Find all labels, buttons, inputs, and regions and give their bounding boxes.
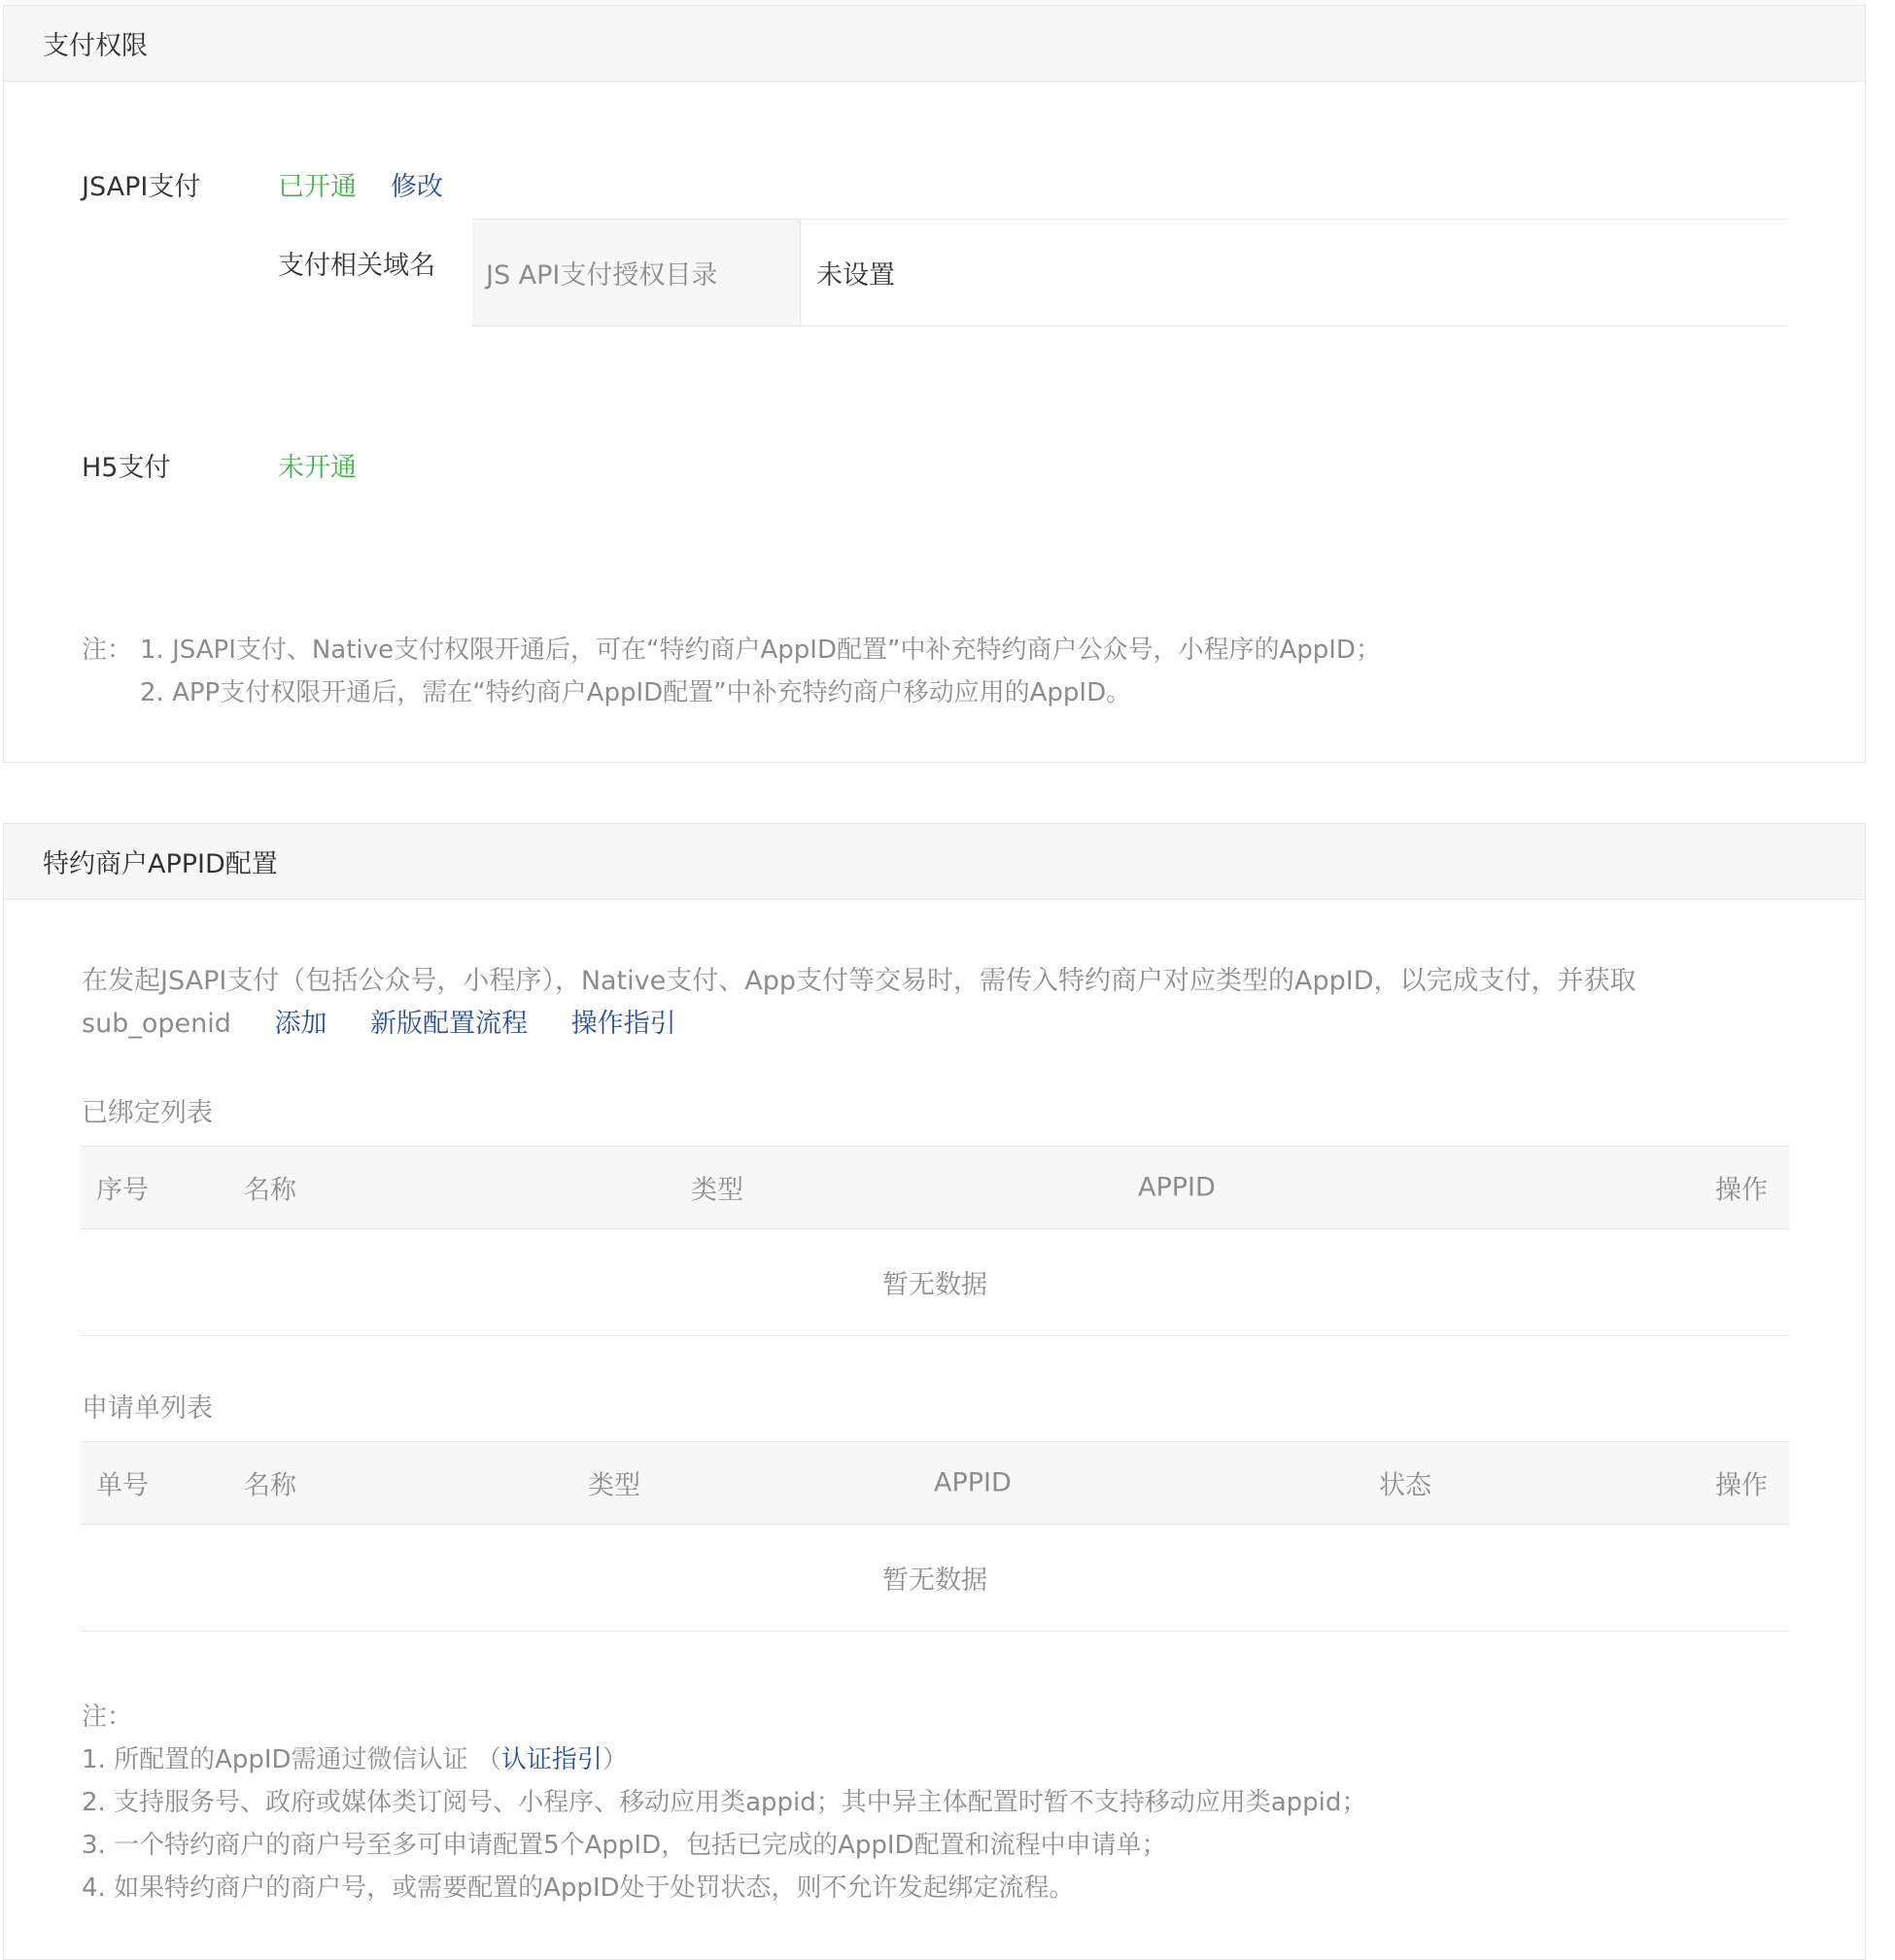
bound-list-table xyxy=(81,1146,1789,1336)
notes-line-1-text: 1. 所配置的AppID需通过微信认证 （ xyxy=(82,1745,501,1774)
col-index: 序号 xyxy=(96,1175,149,1206)
notes-line-2: 2. 支持服务号、政府或媒体类订阅号、小程序、移动应用类appid；其中异主体配置时暂不支持移动应用类appid； xyxy=(82,1788,1367,1817)
col-type: 类型 xyxy=(691,1175,743,1206)
note-prefix: 注： xyxy=(82,636,133,665)
h5-label: H5支付 xyxy=(82,453,171,483)
intro-line-2 xyxy=(82,1003,1636,1046)
notes-line-1-close: ） xyxy=(602,1745,628,1774)
guide-link[interactable]: 操作指引 xyxy=(570,1009,676,1039)
jsapi-dir-value: 未设置 xyxy=(816,260,895,291)
intro-line-1: 在发起JSAPI支付（包括公众号，小程序），Native支付、App支付等交易时，需传入特约商户对应类型的AppID，以完成支付，并获取 xyxy=(82,966,1637,996)
add-link[interactable]: 添加 xyxy=(274,1009,327,1039)
jsapi-dir-key: JS API支付授权目录 xyxy=(472,220,801,326)
domain-table xyxy=(472,219,1788,327)
bound-list-title: 已绑定列表 xyxy=(82,1098,213,1128)
note-line-2: 2. APP支付权限开通后，需在“特约商户AppID配置”中补充特约商户移动应用的AppID。 xyxy=(140,678,1132,707)
empty-state: 暂无数据 xyxy=(81,1525,1789,1632)
panel-header: 支付权限 xyxy=(4,6,1865,82)
appid-config-panel xyxy=(3,823,1866,1960)
new-flow-link[interactable]: 新版配置流程 xyxy=(370,1009,529,1039)
table-header xyxy=(81,1146,1789,1229)
payment-permissions-panel xyxy=(3,5,1866,763)
notes-line-4: 4. 如果特约商户的商户号，或需要配置的AppID处于处罚状态，则不允许发起绑定流程。 xyxy=(82,1874,1075,1903)
col-action: 操作 xyxy=(1715,1175,1768,1206)
jsapi-label: JSAPI支付 xyxy=(82,172,201,202)
col-type: 类型 xyxy=(588,1470,640,1501)
empty-state: 暂无数据 xyxy=(81,1229,1789,1336)
col-status: 状态 xyxy=(1379,1470,1431,1501)
intro-text xyxy=(82,960,1636,1046)
col-appid: APPID xyxy=(934,1467,1012,1498)
col-order-no: 单号 xyxy=(96,1470,149,1501)
apply-list-title: 申请单列表 xyxy=(82,1393,213,1424)
domain-label: 支付相关域名 xyxy=(278,251,435,281)
notes-prefix: 注： xyxy=(82,1702,133,1732)
col-name: 名称 xyxy=(244,1175,296,1206)
notes-line-1 xyxy=(82,1739,628,1775)
col-name: 名称 xyxy=(244,1470,296,1501)
table-header xyxy=(81,1441,1789,1525)
auth-guide-link[interactable]: 认证指引 xyxy=(500,1745,603,1774)
panel-header: 特约商户APPID配置 xyxy=(4,824,1865,900)
col-action: 操作 xyxy=(1715,1470,1768,1501)
sub-openid-text: sub_openid xyxy=(82,1009,231,1039)
col-appid: APPID xyxy=(1138,1172,1216,1203)
jsapi-status: 已开通 xyxy=(278,172,357,202)
apply-list-table xyxy=(81,1441,1789,1632)
jsapi-modify-link[interactable]: 修改 xyxy=(391,172,443,202)
notes-line-3: 3. 一个特约商户的商户号至多可申请配置5个AppID，包括已完成的AppID配置和流程中申请单； xyxy=(82,1831,1167,1860)
note-line-1: 1. JSAPI支付、Native支付权限开通后，可在“特约商户AppID配置”中补充特约商户公众号，小程序的AppID； xyxy=(140,636,1381,665)
h5-status: 未开通 xyxy=(278,453,357,483)
